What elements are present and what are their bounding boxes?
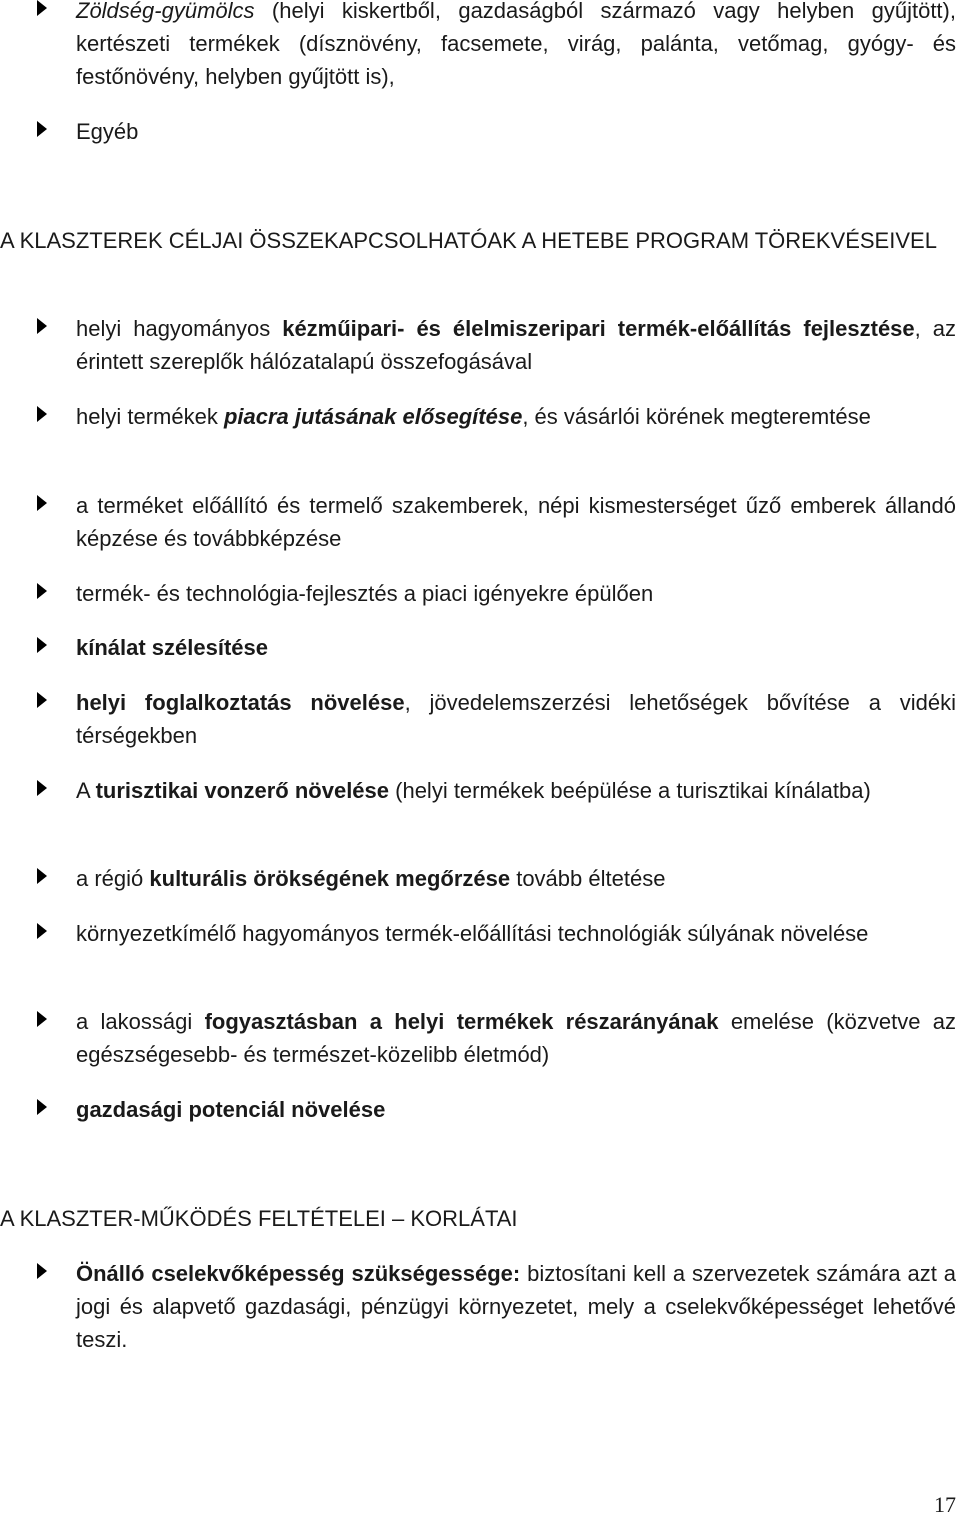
list-item-text: gazdasági potenciál növelése: [76, 1097, 386, 1122]
list-item: [0, 400, 956, 433]
list-item-text: helyi termékek piacra jutásának elősegítése, és vásárlói körének megteremtése: [76, 404, 871, 429]
bullet-arrow-icon: [37, 868, 47, 884]
list-item-text: termék- és technológia-fejlesztés a piaci igényekre épülően: [76, 581, 654, 606]
bullet-arrow-icon: [37, 583, 47, 599]
list-item-text: A turisztikai vonzerő növelése (helyi termékek beépülése a turisztikai kínálatba): [76, 778, 871, 803]
list-item-text: Egyéb: [76, 119, 139, 144]
bullet-arrow-icon: [37, 780, 47, 796]
list-item: [0, 686, 956, 752]
list-item: [0, 917, 956, 950]
section-heading: A KLASZTER-MŰKÖDÉS FELTÉTELEI – KORLÁTAI: [0, 1206, 518, 1231]
bullet-arrow-icon: [37, 1011, 47, 1027]
bullet-arrow-icon: [37, 1263, 47, 1279]
list-item: [0, 774, 956, 807]
list-item: [0, 1093, 956, 1126]
list-item-text: Önálló cselekvőképesség szükségessége: biztosítani kell a szervezetek számára azt a jogi és alapvető gazdasági, pénzügyi környezetet, mely a cselekvőképességet lehetővé teszi.: [76, 1261, 956, 1352]
list-item: [0, 489, 956, 555]
bullet-arrow-icon: [37, 692, 47, 708]
section-heading: A KLASZTEREK CÉLJAI ÖSSZEKAPCSOLHATÓAK A HETEBE PROGRAM TÖREKVÉSEIVEL: [0, 228, 937, 253]
bullet-arrow-icon: [37, 637, 47, 653]
list-item-text: helyi hagyományos kézműipari- és élelmiszeripari termék-előállítás fejlesztése, az érintett szereplők hálózatalapú összefogásával: [76, 316, 957, 374]
list-item-text: a régió kulturális örökségének megőrzése tovább éltetése: [76, 866, 666, 891]
list-item-text: a lakossági fogyasztásban a helyi termékek részarányának emelése (közvetve az egészségesebb- és természet-közelibb életmód): [76, 1009, 956, 1067]
bullet-arrow-icon: [37, 406, 47, 422]
page-number: 17: [934, 1492, 956, 1517]
bullet-arrow-icon: [37, 318, 47, 334]
list-item: [0, 312, 956, 378]
bullet-arrow-icon: [37, 121, 47, 137]
list-item-text: Zöldség-gyümölcs (helyi kiskertből, gazdaságból származó vagy helyben gyűjtött), kertészeti termékek (dísznövény, facsemete, virág, palánta, vetőmag, gyógy- és festőnövény, helyben gyűjtött is),: [76, 0, 956, 89]
bullet-arrow-icon: [37, 923, 47, 939]
list-item-text: helyi foglalkoztatás növelése, jövedelemszerzési lehetőségek bővítése a vidéki térségekben: [76, 690, 956, 748]
list-item-text: a terméket előállító és termelő szakemberek, népi kismesterséget űző emberek állandó képzése és továbbképzése: [76, 493, 956, 551]
list-item: [0, 577, 956, 610]
bullet-arrow-icon: [37, 0, 47, 16]
list-item: [0, 0, 956, 93]
list-item-text: környezetkímélő hagyományos termék-előállítási technológiák súlyának növelése: [76, 921, 869, 946]
list-item: [0, 862, 956, 895]
list-item-text: kínálat szélesítése: [76, 635, 269, 660]
list-item: [0, 631, 956, 664]
list-item: [0, 1257, 956, 1356]
bullet-arrow-icon: [37, 1099, 47, 1115]
bullet-arrow-icon: [37, 495, 47, 511]
list-item: [0, 1005, 956, 1071]
list-item: [0, 115, 956, 148]
